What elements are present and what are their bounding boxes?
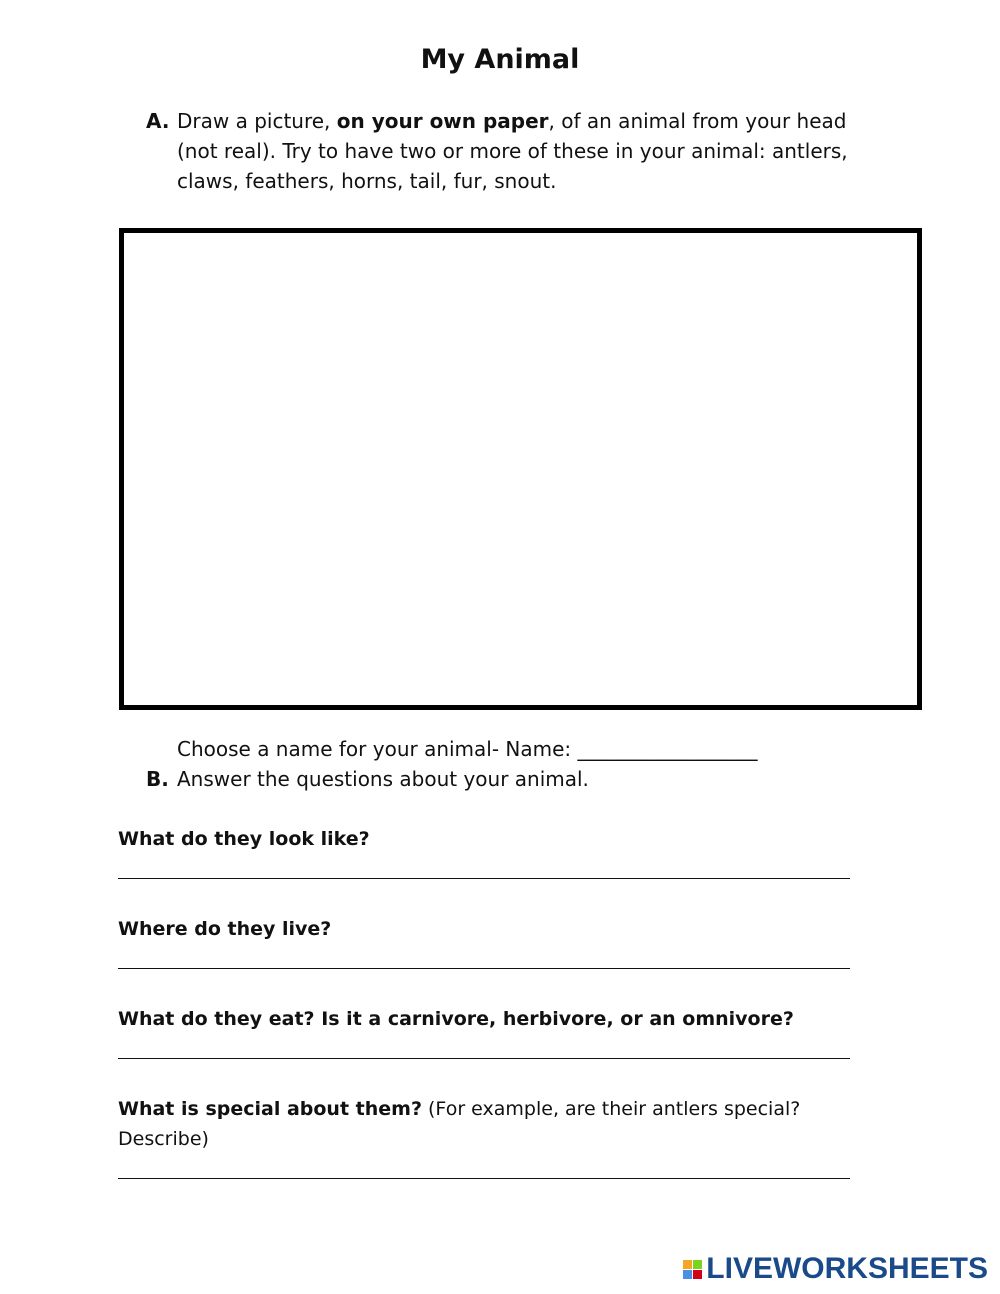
instruction-a-text bbox=[177, 106, 866, 196]
instruction-b-text: Answer the questions about your animal. bbox=[177, 767, 589, 791]
liveworksheets-logo bbox=[683, 1252, 988, 1286]
question-special-text: What is special about them? bbox=[118, 1098, 422, 1120]
animal-name-prompt[interactable]: Choose a name for your animal- Name: __________________ bbox=[177, 737, 758, 761]
page-title: My Animal bbox=[420, 44, 580, 75]
answer-line-live[interactable] bbox=[118, 968, 850, 969]
instruction-a-text-bold: on your own paper bbox=[336, 109, 549, 133]
question-live-text: Where do they live? bbox=[118, 918, 332, 940]
liveworksheets-logo-text: LIVEWORKSHEETS bbox=[706, 1252, 988, 1285]
logo-square-i bbox=[693, 1260, 702, 1269]
instruction-b-letter: B. bbox=[146, 767, 169, 791]
logo-square-l bbox=[683, 1260, 692, 1269]
answer-line-eat[interactable] bbox=[118, 1058, 850, 1059]
question-eat-text: What do they eat? Is it a carnivore, herbivore, or an omnivore? bbox=[118, 1008, 794, 1030]
answer-line-special[interactable] bbox=[118, 1178, 850, 1179]
instruction-a bbox=[146, 106, 866, 196]
instruction-a-text-start: Draw a picture, bbox=[177, 109, 337, 133]
question-special bbox=[118, 1094, 850, 1154]
question-eat bbox=[118, 1004, 850, 1034]
question-special-note: (For example, are their antlers special? Describe) bbox=[118, 1098, 801, 1150]
instruction-a-text-end: , of an animal from your head (not real). Try to have two or more of these in your animal: antlers, claws, feathers, horns, tail, fur, snout. bbox=[177, 109, 848, 193]
drawing-box[interactable] bbox=[119, 228, 922, 710]
question-look-like-text: What do they look like? bbox=[118, 828, 370, 850]
question-live bbox=[118, 914, 850, 944]
liveworksheets-logo-icon bbox=[683, 1260, 702, 1279]
instruction-b bbox=[146, 764, 866, 794]
logo-square-e bbox=[693, 1270, 702, 1279]
logo-square-v bbox=[683, 1270, 692, 1279]
instruction-a-letter: A. bbox=[146, 109, 170, 133]
answer-line-look-like[interactable] bbox=[118, 878, 850, 879]
question-look-like bbox=[118, 824, 850, 854]
